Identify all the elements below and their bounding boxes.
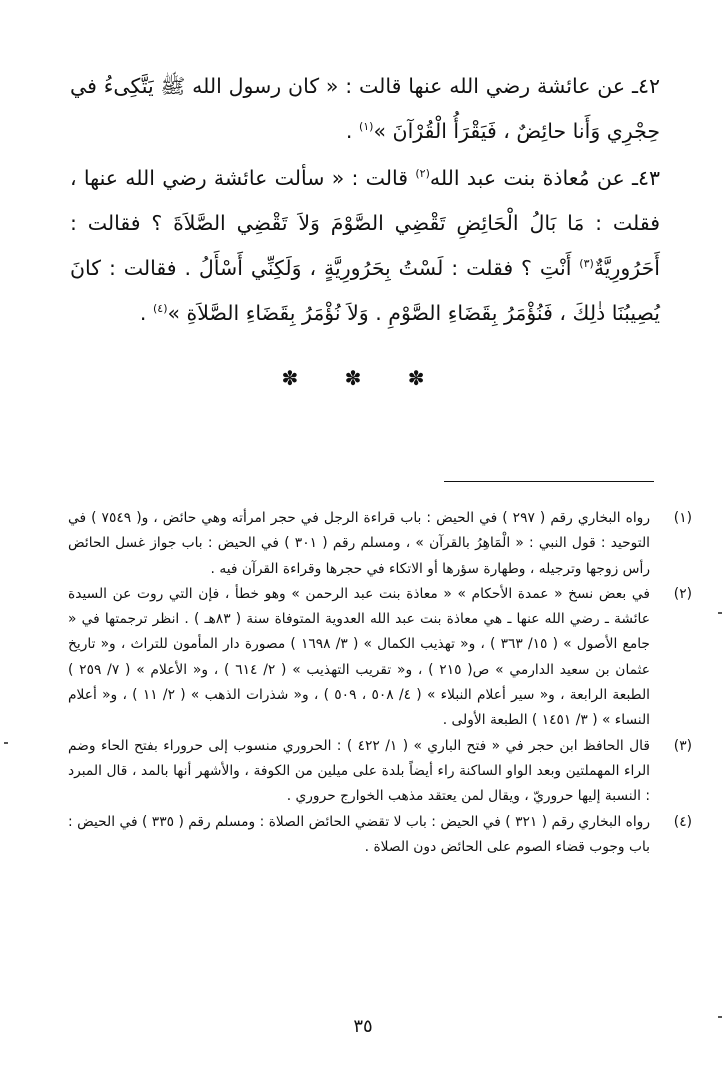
hadith-text: ـ عن مُعاذة بنت عبد الله xyxy=(429,166,638,190)
section-separator: ✽ ✽ ✽ xyxy=(281,366,445,390)
footnote-item xyxy=(68,734,692,810)
hadith-43 xyxy=(70,156,660,336)
footnote-item xyxy=(68,506,692,582)
hadith-42 xyxy=(70,64,660,154)
footnotes xyxy=(68,506,692,860)
footnote-text: في بعض نسخ « عمدة الأحكام » « معاذة بنت عبد الرحمن » وهو خطأ ، فإن التي روت عن السيدة عائشة ـ رضي الله عنها ـ هي معاذة بنت عبد الله العدوية المتوفاة سنة ( ٨٣هـ ) . انظر ترجمتها في « جامع الأصول » ( ١٥/ ٣٦٣ ) ، و« تهذيب الكمال » ( ٣/ ١٦٩٨ ) مصورة دار المأمون للتراث ، و« تاريخ عثمان بن سعيد الدارمي » ص( ٢١٥ ) ، و« تقريب التهذيب » ( ٢/ ٦١٤ ) ، و« الأعلام » ( ٧/ ٢٥٩ ) الطبعة الرابعة ، و« سير أعلام النبلاء » ( ٤/ ٥٠٨ ، ٥٠٩ ) ، و« شذرات الذهب » ( ٢/ ١١ ) ، و« أعلام النساء » ( ٣/ ١٤٥١ ) الطبعة الأولى . xyxy=(68,585,651,729)
footnote-ref: (٣) xyxy=(579,257,594,271)
footnote-number: (٢) xyxy=(673,585,692,602)
footnote-number: (٤) xyxy=(673,813,692,830)
hadith-text: ـ عن عائشة رضي الله عنها قالت : « كان رسول الله ﷺ يَتَّكِىءُ في حِجْرِي وَأَنا حائِضٌ ، فَيَقْرَأُ الْقُرْآنَ » xyxy=(70,74,660,143)
footnote-number: (٣) xyxy=(673,737,692,754)
hadith-number: ٤٢ xyxy=(637,74,660,98)
page-number: ٣٥ xyxy=(353,1016,373,1037)
hadith-text: قالت : « سألت عائشة رضي الله عنها ، فقلت : مَا بَالُ الْحَائِضِ تَقْضِي الصَّوْمَ وَلاَ تَقْضِي الصَّلاَةَ ؟ فقالت : أَحَرُورِيَّةٌ xyxy=(70,166,660,280)
hadith-number: ٤٣ xyxy=(637,166,660,190)
footnote-ref: (١) xyxy=(358,120,374,134)
footnote-text: رواه البخاري رقم ( ٢٩٧ ) في الحيض : باب قراءة الرجل في حجر امرأته وهي حائض ، و( ٧٥٤٩ ) في التوحيد : قول النبي : « الْمَاهِرُ بالقرآن » ، ومسلم رقم ( ٣٠١ ) في الحيض : باب جواز غسل الحائض رأس زوجها وترجيله ، وطهارة سؤرها أو الاتكاء في حجرها وقراءة القرآن فيه . xyxy=(68,510,651,577)
hadith-text: أَنْتِ ؟ فقلت : لَسْتُ بِحَرُورِيَّةٍ ، وَلَكِنِّي أَسْأَلُ . فقالت : كانَ يُصِيبُنَا ذٰلِكَ ، فَنُؤْمَرُ بِقَضَاءِ الصَّوْمِ . وَلاَ نُؤْمَرُ بِقَضَاءِ الصَّلاَةِ » xyxy=(70,256,660,325)
footnote-item xyxy=(68,810,692,861)
footnote-item xyxy=(68,582,692,734)
scan-mark xyxy=(718,612,722,614)
footnote-ref: (٤) xyxy=(152,302,168,316)
hadith-text-end: . xyxy=(139,301,153,325)
footnote-number: (١) xyxy=(673,510,692,526)
scan-mark xyxy=(4,742,8,744)
scan-mark xyxy=(718,1016,722,1018)
footnote-divider xyxy=(444,481,654,482)
footnote-text: قال الحافظ ابن حجر في « فتح الباري » ( ١/ ٤٢٢ ) : الحروري منسوب إلى حروراء بفتح الحاء وضم الراء المهملتين وبعد الواو الساكنة راء أيضاً بلدة على ميلين من الكوفة ، والأشهر أنها بالمد ، قال المبرد : النسبة إليها حروريّ ، ويقال لمن يعتقد مذهب الخوارج حروري . xyxy=(68,737,650,805)
footnote-text: رواه البخاري رقم ( ٣٢١ ) في الحيض : باب لا تقضي الحائض الصلاة : ومسلم رقم ( ٣٣٥ ) في الحيض : باب وجوب قضاء الصوم على الحائض دون الصلاة . xyxy=(68,813,650,855)
footnote-ref: (٢) xyxy=(415,167,430,181)
hadith-text-end: . xyxy=(345,119,359,143)
